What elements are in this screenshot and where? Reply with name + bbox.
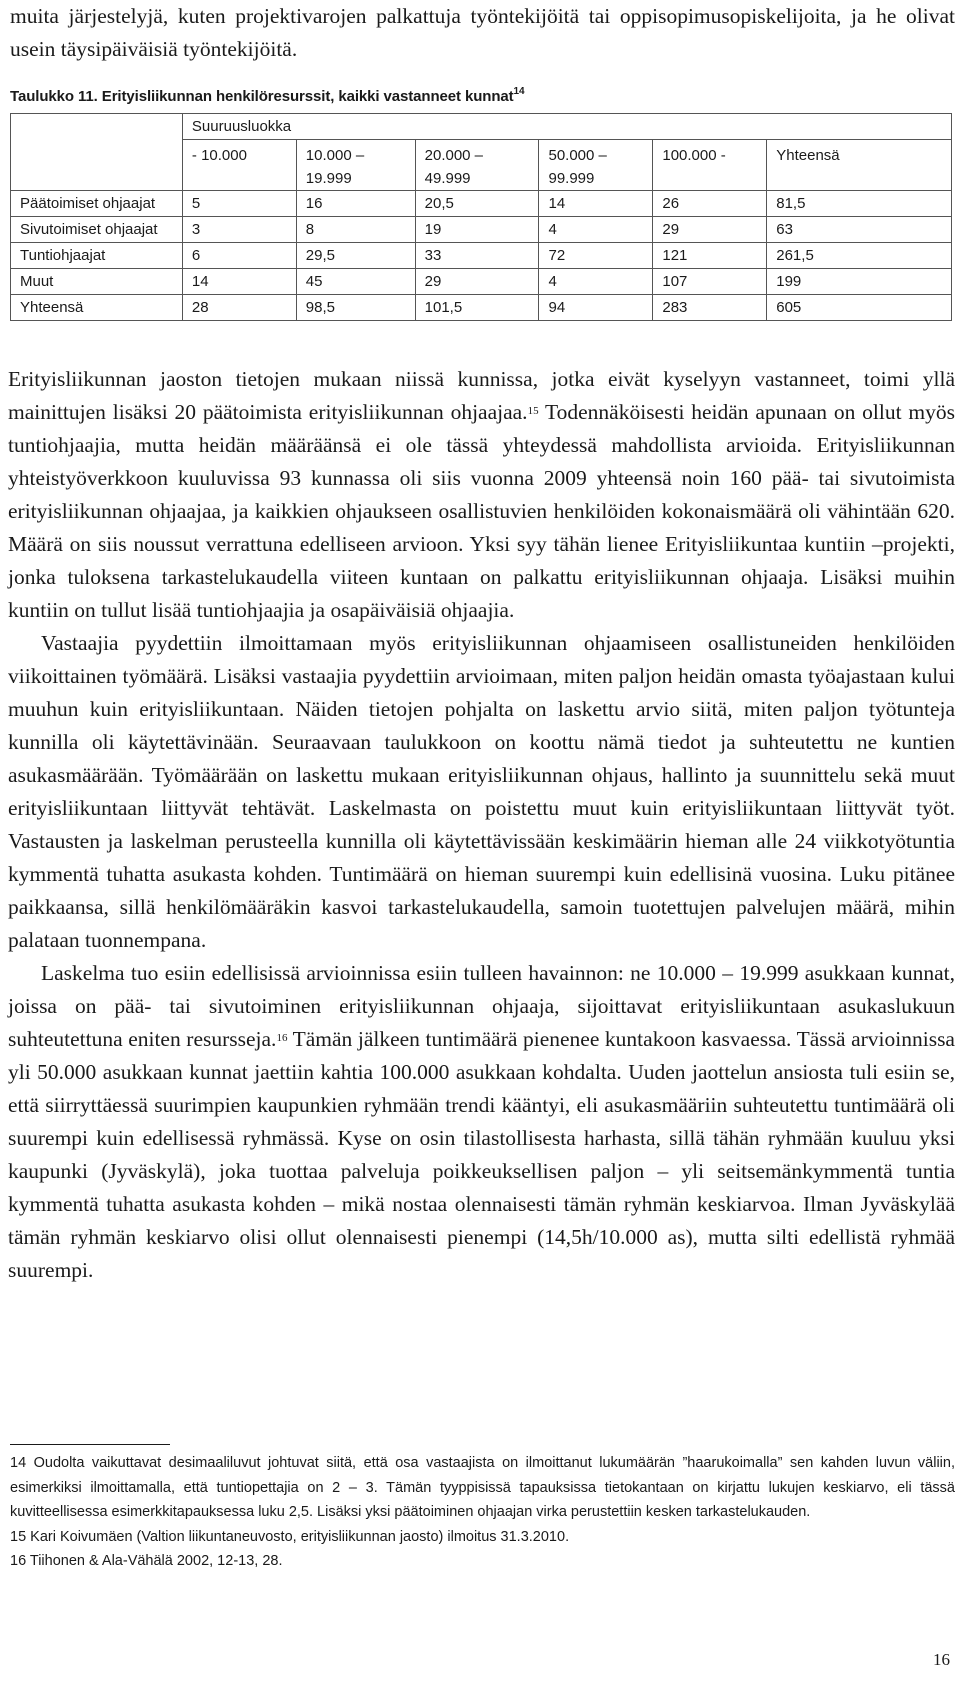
page-number: 16 (933, 1650, 950, 1669)
row-label: Yhteensä (11, 295, 183, 321)
table-cell: 19 (415, 217, 539, 243)
size-class-header: 10.000 – 19.999 (296, 140, 415, 191)
table-cell: 72 (539, 243, 653, 269)
body-paragraph: Laskelma tuo esiin edellisissä arvioinnissa esiin tulleen havainnon: ne 10.000 – 19.999 asukkaan kunnat, joissa on pää- tai sivutoiminen erityisliikunnan ohjaaja, sijoittavat erityisliikuntaan asukaslukuun suhteutettuna eniten resursseja.$^{16}$ Tämän jälkeen tuntimäärä pienenee kuntakoon kasvaessa. Tässä arvioinnissa yli 50.000 asukkaan kunnat jaettiin kahtia 100.000 asukkaan kohdalta. Uuden jaottelun ansiosta tuli esiin se, että siirryttäessä suurimpien kaupunkien ryhmään trendi kääntyi, eli asukasmääriin suhteutettu tuntimäärä oli suurempi kuin edellisessä ryhmässä. Kyse on osin tilastollisesta harhasta, sillä tähän ryhmään kuuluu yksi kaupunki (Jyväskylä), joka tuottaa palveluja poikkeuksellisen paljon – yli seitsemänkymmentä tuntia kymmentä tuhatta asukasta kohden – mikä nostaa olennaisesti tämän ryhmän keskiarvoa. Ilman Jyväskylää tämän ryhmän keskiarvo olisi ollut olennaisesti pienempi (14,5h/10.000 as), mutta silti edellistä ryhmää suurempi. (8, 961, 955, 1282)
table-cell: 26 (653, 191, 767, 217)
table-cell: 199 (767, 269, 952, 295)
table-cell: 81,5 (767, 191, 952, 217)
table-cell: 121 (653, 243, 767, 269)
table-cell: 4 (539, 269, 653, 295)
table-cell: 5 (182, 191, 296, 217)
table-cell: 29,5 (296, 243, 415, 269)
size-class-header: 20.000 – 49.999 (415, 140, 539, 191)
size-class-header: 100.000 - (653, 140, 767, 191)
table-cell: 14 (182, 269, 296, 295)
table-cell: 33 (415, 243, 539, 269)
footnotes (10, 1451, 955, 1574)
intro-paragraph: muita järjestelyjä, kuten projektivarojen palkattuja työntekijöitä tai oppisopimusopiskelijoita, ja he olivat usein täysipäiväisiä työntekijöitä. (10, 4, 955, 61)
table-cell: 98,5 (296, 295, 415, 321)
table-cell: 107 (653, 269, 767, 295)
table-cell: 14 (539, 191, 653, 217)
table-cell: 101,5 (415, 295, 539, 321)
table-cell: 3 (182, 217, 296, 243)
footnote: 14 Oudolta vaikuttavat desimaaliluvut johtuvat siitä, että osa vastaajista on ilmoittanut lukumäärän ”haarukoimalla” sen kahden luvun väliin, esimerkiksi ilmoittamalla, että tuntiopettajia on 2 – 3. Tämän tyyppisissä tapauksissa tietokantaan on kirjattu lukujen keskiarvo, eli tässä kuvitteellisessa esimerkkitapauksessa luku 2,5. Lisäksi yksi päätoiminen ohjaajan virka perustettiin kesken tarkastelukauden. (10, 1455, 955, 1520)
table-cell: 283 (653, 295, 767, 321)
table-cell: 28 (182, 295, 296, 321)
table-cell: 45 (296, 269, 415, 295)
footnote: 15 Kari Koivumäen (Valtion liikuntaneuvosto, erityisliikunnan jaosto) ilmoitus 31.3.2010. (10, 1528, 570, 1545)
table-caption-text: Taulukko 11. Erityisliikunnan henkilöresurssit, kaikki vastanneet kunnat (10, 88, 514, 105)
table-row (11, 269, 952, 295)
body-text (8, 363, 955, 1287)
table-cell: 29 (653, 217, 767, 243)
row-label: Sivutoimiset ohjaajat (11, 217, 183, 243)
table-row (11, 191, 952, 217)
row-label: Tuntiohjaajat (11, 243, 183, 269)
total-header: Yhteensä (767, 140, 952, 191)
table-total-row (11, 295, 952, 321)
footnote-divider (10, 1444, 170, 1445)
footnote: 16 Tiihonen & Ala-Vähälä 2002, 12-13, 28. (10, 1553, 283, 1569)
table-caption (10, 88, 524, 105)
row-label: Päätoimiset ohjaajat (11, 191, 183, 217)
size-class-header: - 10.000 (182, 140, 296, 191)
staff-resources-table (10, 113, 952, 321)
table-cell: 16 (296, 191, 415, 217)
body-paragraph: Vastaajia pyydettiin ilmoittamaan myös erityisliikunnan ohjaamiseen osallistuneiden henkilöiden viikoittainen työmäärä. Lisäksi vastaajia pyydettiin arvioimaan, miten paljon heidän omasta työajastaan kului muuhun kuin erityisliikuntaan. Näiden tietojen pohjalta on laskettu arvio siitä, miten paljon työtunteja kunnilla oli käytettävinään. Seuraavaan taulukkoon on koottu nämä tiedot ja suhteutettu ne kuntien asukasmäärään. Työmäärään on laskettu mukaan erityisliikunnan ohjaus, hallinto ja suunnittelu sekä muut erityisliikuntaan liittyvät tehtävät. Laskelmasta on poistettu muut kuin erityisliikuntaan liittyvät työt. Vastausten ja laskelman perusteella kunnilla oli käytettävissään keskimäärin hieman alle 24 viikkotyötuntia kymmentä tuhatta asukasta kohden. Tuntimäärä on hieman suurempi kuin edellisinä vuosina. Luku pitänee paikkaansa, sillä henkilömääräkin kasvoi tarkastelukaudella, samoin tuotettujen palvelujen määrä, mihin palataan tuonnempana. (8, 631, 955, 952)
header-corner-cell (11, 114, 183, 191)
body-paragraph: Erityisliikunnan jaoston tietojen mukaan niissä kunnissa, jotka eivät kyselyyn vastanneet, toimi yllä mainittujen lisäksi 20 päätoimista erityisliikunnan ohjaajaa.$^{15}$ Todennäköisesti heidän apunaan on ollut myös tuntiohjaajia, mutta heidän määräänsä ei ole tässä yhteydessä mahdollista arvioida. Erityisliikunnan yhteistyöverkkoon kuuluvissa 93 kunnassa oli siis vuonna 2009 yhteensä noin 160 pää- tai sivutoimista erityisliikunnan ohjaajaa, ja kaikkien ohjaukseen osallistuvien henkilöiden kokonaismäärä oli vähintään 620. Määrä on siis noussut verrattuna edelliseen arvioon. Yksi syy tähän lienee Erityisliikuntaa kuntiin –projekti, jonka tuloksena tarkastelukaudella viiteen kuntaan on palkattu erityisliikunnan ohjaaja. Lisäksi muihin kuntiin on tullut lisää tuntiohjaajia ja osapäiväisiä ohjaajia. (8, 367, 955, 622)
table-cell: 6 (182, 243, 296, 269)
table-caption-footnote-ref: 14 (513, 86, 525, 97)
table-cell: 29 (415, 269, 539, 295)
table-cell: 605 (767, 295, 952, 321)
table-cell: 8 (296, 217, 415, 243)
size-class-label: Suuruusluokka (182, 114, 951, 140)
footnote-ref: 16 (276, 1032, 288, 1044)
table-header-row (11, 114, 952, 140)
table-row (11, 243, 952, 269)
table-cell: 261,5 (767, 243, 952, 269)
table-cell: 20,5 (415, 191, 539, 217)
footnote-ref: 15 (527, 405, 539, 417)
row-label: Muut (11, 269, 183, 295)
table-row (11, 217, 952, 243)
table-cell: 63 (767, 217, 952, 243)
size-class-header: 50.000 – 99.999 (539, 140, 653, 191)
table-cell: 4 (539, 217, 653, 243)
table-cell: 94 (539, 295, 653, 321)
